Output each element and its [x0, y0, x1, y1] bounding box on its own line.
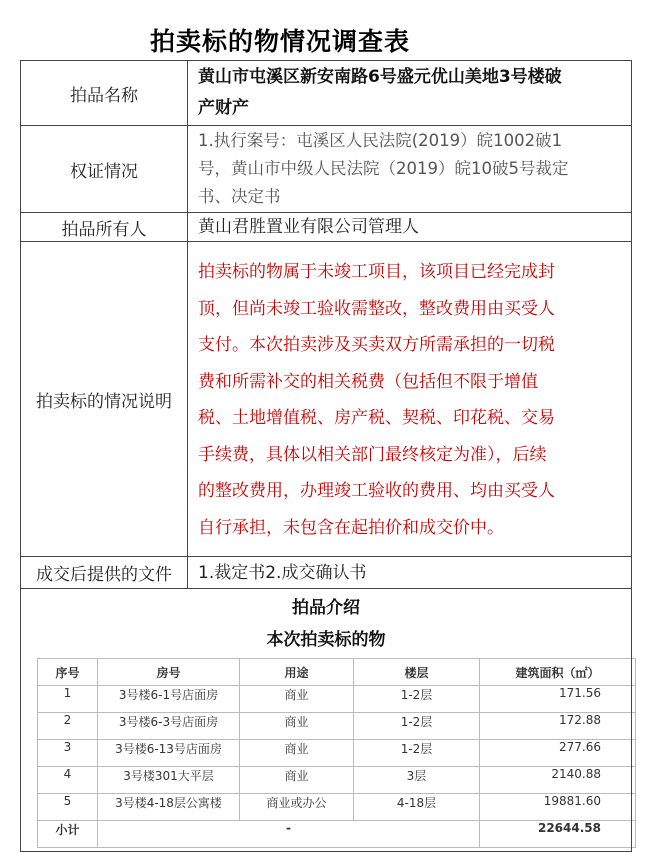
- table-row: [38, 686, 636, 713]
- total-area: 22644.58: [480, 821, 636, 848]
- row-documents: [21, 557, 632, 589]
- description-line: 支付。本次拍卖涉及买卖双方所需承担的一切税: [198, 335, 555, 355]
- description-line: 拍卖标的物属于未竣工项目，该项目已经完成封: [198, 262, 555, 282]
- column-header: 建筑面积（㎡）: [480, 659, 636, 686]
- certificate-line: 号，黄山市中级人民法院（2019）皖10破5号裁定: [198, 159, 569, 178]
- description-line: 的整改费用，办理竣工验收的费用、均由买受人: [198, 481, 555, 501]
- table-row: [38, 740, 636, 767]
- cell-use: 商业: [240, 686, 354, 713]
- cell-no: 3: [38, 740, 98, 767]
- table-row: [38, 794, 636, 821]
- description-line: 税、土地增值税、房产税、契税、印花税、交易: [198, 408, 555, 428]
- cell-floor: 1-2层: [354, 740, 480, 767]
- row-intro: [21, 589, 632, 852]
- row-item-name: [21, 61, 632, 126]
- item-name-value: [188, 61, 632, 126]
- column-header: 序号: [38, 659, 98, 686]
- item-name-line: 黄山市屯溪区新安南路6号盛元优山美地3号楼破: [198, 67, 562, 87]
- cell-use: 商业或办公: [240, 794, 354, 821]
- certificate-label: 权证情况: [21, 126, 188, 213]
- documents-value: 1.裁定书2.成交确认书: [188, 557, 632, 589]
- cell-floor: 1-2层: [354, 713, 480, 740]
- cell-area: 171.56: [480, 686, 636, 713]
- cell-floor: 4-18层: [354, 794, 480, 821]
- documents-label: 成交后提供的文件: [21, 557, 188, 589]
- table-row: [38, 767, 636, 794]
- cell-area: 2140.88: [480, 767, 636, 794]
- table-total-row: [38, 821, 636, 848]
- cell-floor: 3层: [354, 767, 480, 794]
- column-header: 房号: [98, 659, 240, 686]
- row-certificate: [21, 126, 632, 213]
- survey-table: [20, 60, 632, 852]
- row-description: [21, 242, 632, 557]
- description-line: 手续费，具体以相关部门最终核定为准），后续: [198, 444, 547, 465]
- lot-table-header: [38, 659, 636, 686]
- cell-no: 2: [38, 713, 98, 740]
- owner-value: 黄山君胜置业有限公司管理人: [188, 213, 632, 242]
- row-owner: [21, 213, 632, 242]
- column-header: 楼层: [354, 659, 480, 686]
- cell-area: 19881.60: [480, 794, 636, 821]
- cell-use: 商业: [240, 713, 354, 740]
- total-mid: -: [98, 821, 480, 848]
- lot-table: [37, 658, 636, 848]
- intro-heading: 拍品介绍: [292, 598, 360, 618]
- page-title: 拍卖标的物情况调查表: [149, 27, 410, 56]
- intro-subheading: 本次拍卖标的物: [266, 630, 386, 650]
- cell-area: 277.66: [480, 740, 636, 767]
- cell-room: 3号楼6-13号店面房: [98, 740, 240, 767]
- total-label: 小计: [38, 821, 98, 848]
- certificate-value: [188, 126, 632, 213]
- description-line: 费和所需补交的相关税费（包括但不限于增值: [198, 371, 538, 392]
- description-label: 拍卖标的情况说明: [21, 242, 188, 557]
- cell-use: 商业: [240, 767, 354, 794]
- item-name-label: 拍品名称: [21, 61, 188, 126]
- cell-no: 4: [38, 767, 98, 794]
- cell-no: 5: [38, 794, 98, 821]
- cell-room: 3号楼301大平层: [98, 767, 240, 794]
- cell-area: 172.88: [480, 713, 636, 740]
- cell-room: 3号楼4-18层公寓楼: [98, 794, 240, 821]
- description-line: 顶，但尚未竣工验收需整改，整改费用由买受人: [198, 298, 555, 319]
- table-row: [38, 713, 636, 740]
- cell-room: 3号楼6-1号店面房: [98, 686, 240, 713]
- cell-use: 商业: [240, 740, 354, 767]
- description-line: 自行承担，未包含在起拍价和成交价中。: [198, 517, 504, 538]
- description-value: [188, 242, 632, 557]
- certificate-line: 1.执行案号：屯溪区人民法院(2019）皖1002破1: [198, 131, 563, 150]
- owner-label: 拍品所有人: [21, 213, 188, 242]
- item-name-line: 产财产: [198, 98, 249, 118]
- certificate-line: 书、决定书: [198, 187, 281, 206]
- intro-cell: [21, 589, 632, 852]
- cell-room: 3号楼6-3号店面房: [98, 713, 240, 740]
- column-header: 用途: [240, 659, 354, 686]
- cell-no: 1: [38, 686, 98, 713]
- cell-floor: 1-2层: [354, 686, 480, 713]
